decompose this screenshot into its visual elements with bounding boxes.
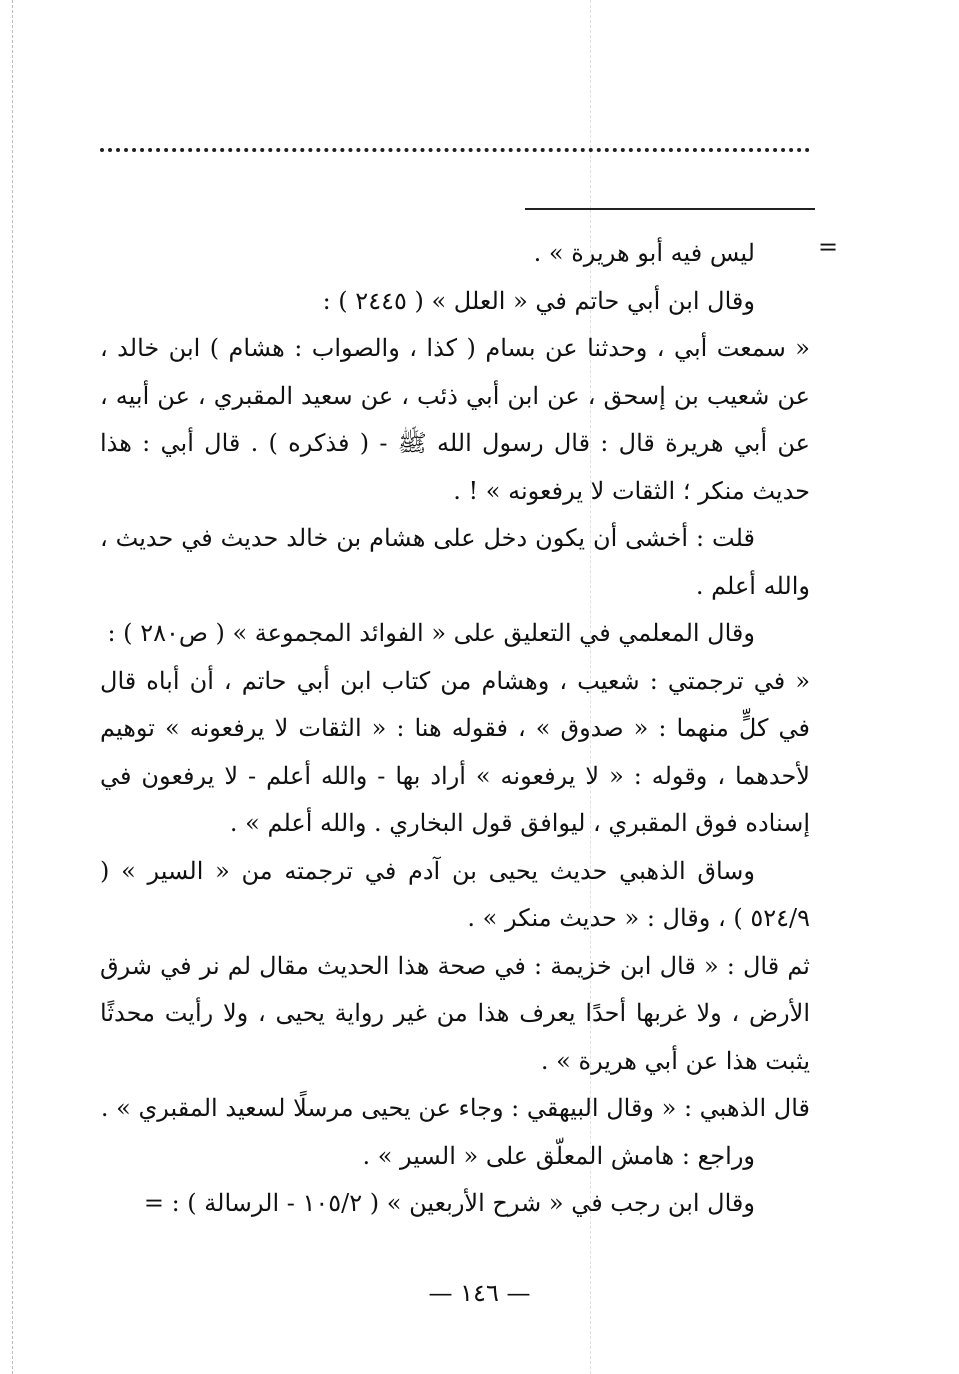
page-edge-left: [12, 0, 13, 1374]
footnote-text: [100, 230, 810, 1228]
paragraph-1: ليس فيه أبو هريرة » .: [533, 239, 755, 267]
continuation-mark: =: [818, 233, 839, 261]
paragraph-5: وقال المعلمي في التعليق على « الفوائد المجموعة » ( ص٢٨٠ ) :: [107, 619, 755, 647]
paragraph-10: وراجع : هامش المعلّق على « السير » .: [362, 1141, 755, 1170]
paragraph-3: « سمعت أبي ، وحدثنا عن بسام ( كذا ، والصواب : هشام ) ابن خالد ، عن شعيب بن إسحق ، عن ابن أبي ذئب ، عن سعيد المقبري ، عن أبيه ، عن أبي هريرة قال : قال رسول الله ﷺ - ( فذكره ) . قال أبي : هذا حديث منكر ؛ الثقات لا يرفعونه » ! .: [100, 334, 810, 505]
paragraph-9: قال الذهبي : « وقال البيهقي : وجاء عن يحيى مرسلًا لسعيد المقبري » .: [100, 1094, 810, 1122]
paragraph-11: وقال ابن رجب في « شرح الأربعين » ( ١٠٥/٢ - الرسالة ) : =: [143, 1189, 755, 1217]
dotted-separator: [100, 148, 810, 152]
paragraph-7: وساق الذهبي حديث يحيى بن آدم في ترجمته من « السير » ( ٥٢٤/٩ ) ، وقال : « حديث منكر » .: [100, 856, 810, 932]
page-number: — ١٤٦ —: [428, 1279, 531, 1307]
paragraph-6: « في ترجمتي : شعيب ، وهشام من كتاب ابن أبي حاتم ، أن أباه قال في كلٍّ منهما : « صدوق » ، فقوله هنا : « الثقات لا يرفعونه » توهيم لأحدهما ، وقوله : « لا يرفعونه » أراد بها - والله أعلم - لا يرفعون في إسناده فوق المقبري ، ليوافق قول البخاري . والله أعلم » .: [100, 666, 810, 837]
footnote-separator: [525, 208, 815, 210]
paragraph-8: ثم قال : « قال ابن خزيمة : في صحة هذا الحديث مقال لم نر في شرق الأرض ، ولا غربها أحدًا يعرف هذا من غير رواية يحيى ، ولا رأيت محدثًا يثبت هذا عن أبي هريرة » .: [100, 951, 810, 1075]
paragraph-4: قلت : أخشى أن يكون دخل على هشام بن خالد حديث في حديث ، والله أعلم .: [100, 524, 810, 600]
paragraph-2: وقال ابن أبي حاتم في « العلل » ( ٢٤٤٥ ) :: [322, 286, 755, 315]
